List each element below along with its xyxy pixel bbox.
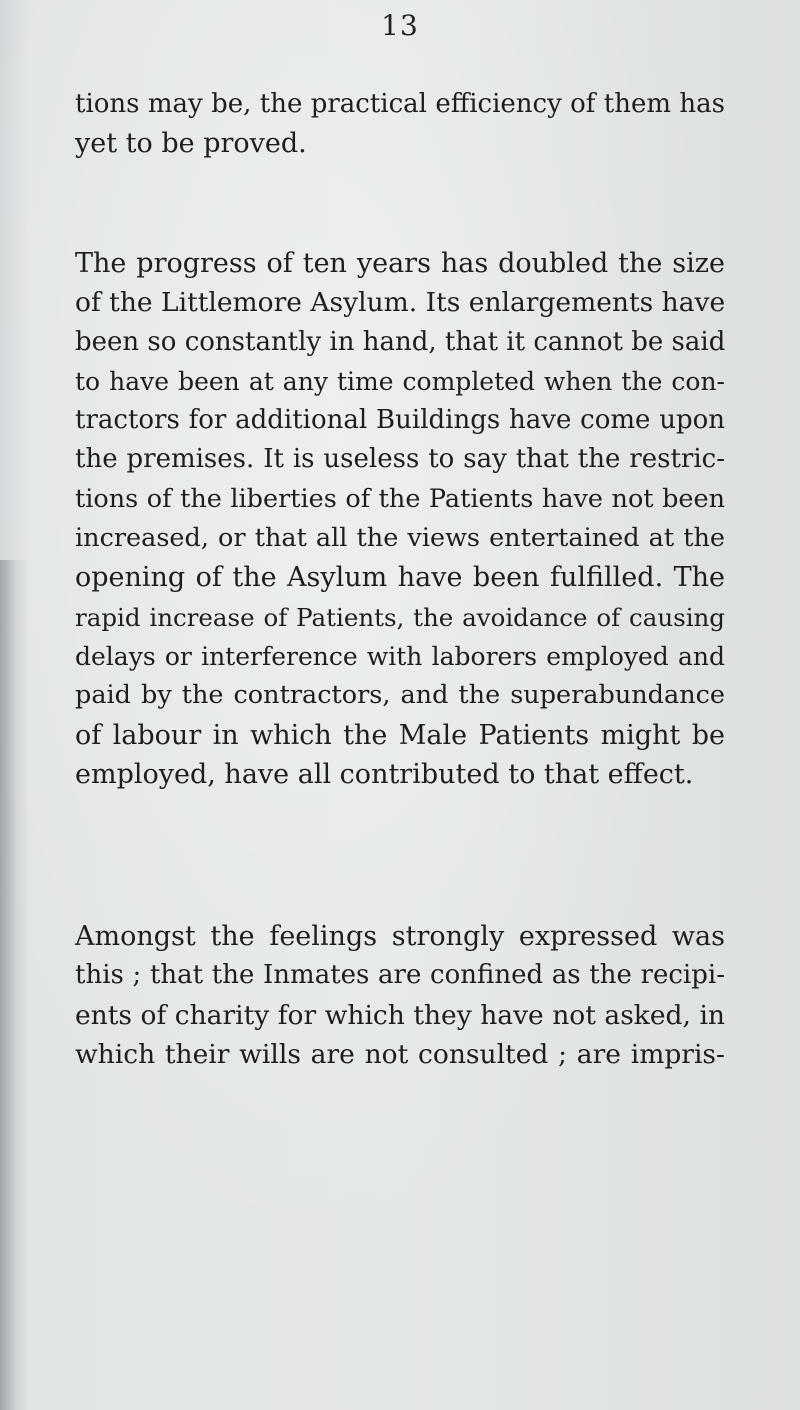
text-line: yet to be proved. bbox=[75, 128, 307, 160]
text-line: rapid increase of Patients, the avoidance of causing bbox=[75, 602, 725, 632]
text-line: paid by the contractors, and the superabundance bbox=[75, 680, 725, 711]
text-line: the premises. It is useless to say that the restric- bbox=[75, 444, 725, 475]
text-line: to have been at any time completed when the con- bbox=[75, 366, 725, 396]
text-line: this ; that the Inmates are confined as the recipi- bbox=[75, 960, 725, 991]
text-line: of labour in which the Male Patients might be bbox=[75, 719, 725, 751]
text-line: Amongst the feelings strongly expressed was bbox=[75, 921, 725, 952]
paragraph-continuation bbox=[75, 85, 725, 164]
paragraph-asylum-progress bbox=[75, 244, 725, 794]
text-line: employed, have all contributed to that effect. bbox=[75, 758, 694, 790]
page-edge-shadow bbox=[0, 560, 28, 1410]
text-line: been so constantly in hand, that it cannot be said bbox=[75, 326, 726, 357]
text-line: tions may be, the practical efficiency of them has bbox=[75, 89, 725, 119]
text-line: tions of the liberties of the Patients have not been bbox=[75, 483, 725, 514]
text-line: increased, or that all the views entertained at the bbox=[75, 523, 725, 554]
text-line: opening of the Asylum have been fulfilled. The bbox=[75, 562, 725, 594]
paragraph-inmates-feelings bbox=[75, 917, 725, 1074]
page-number: 13 bbox=[381, 9, 419, 42]
text-line: tractors for additional Buildings have come upon bbox=[75, 405, 725, 436]
text-line: of the Littlemore Asylum. Its enlargements have bbox=[75, 287, 726, 319]
text-line: delays or interference with laborers employed and bbox=[75, 641, 725, 671]
text-line: ents of charity for which they have not asked, in bbox=[75, 999, 725, 1031]
text-line: which their wills are not consulted ; are impris- bbox=[75, 1038, 725, 1070]
text-line: The progress of ten years has doubled the size bbox=[75, 248, 725, 279]
